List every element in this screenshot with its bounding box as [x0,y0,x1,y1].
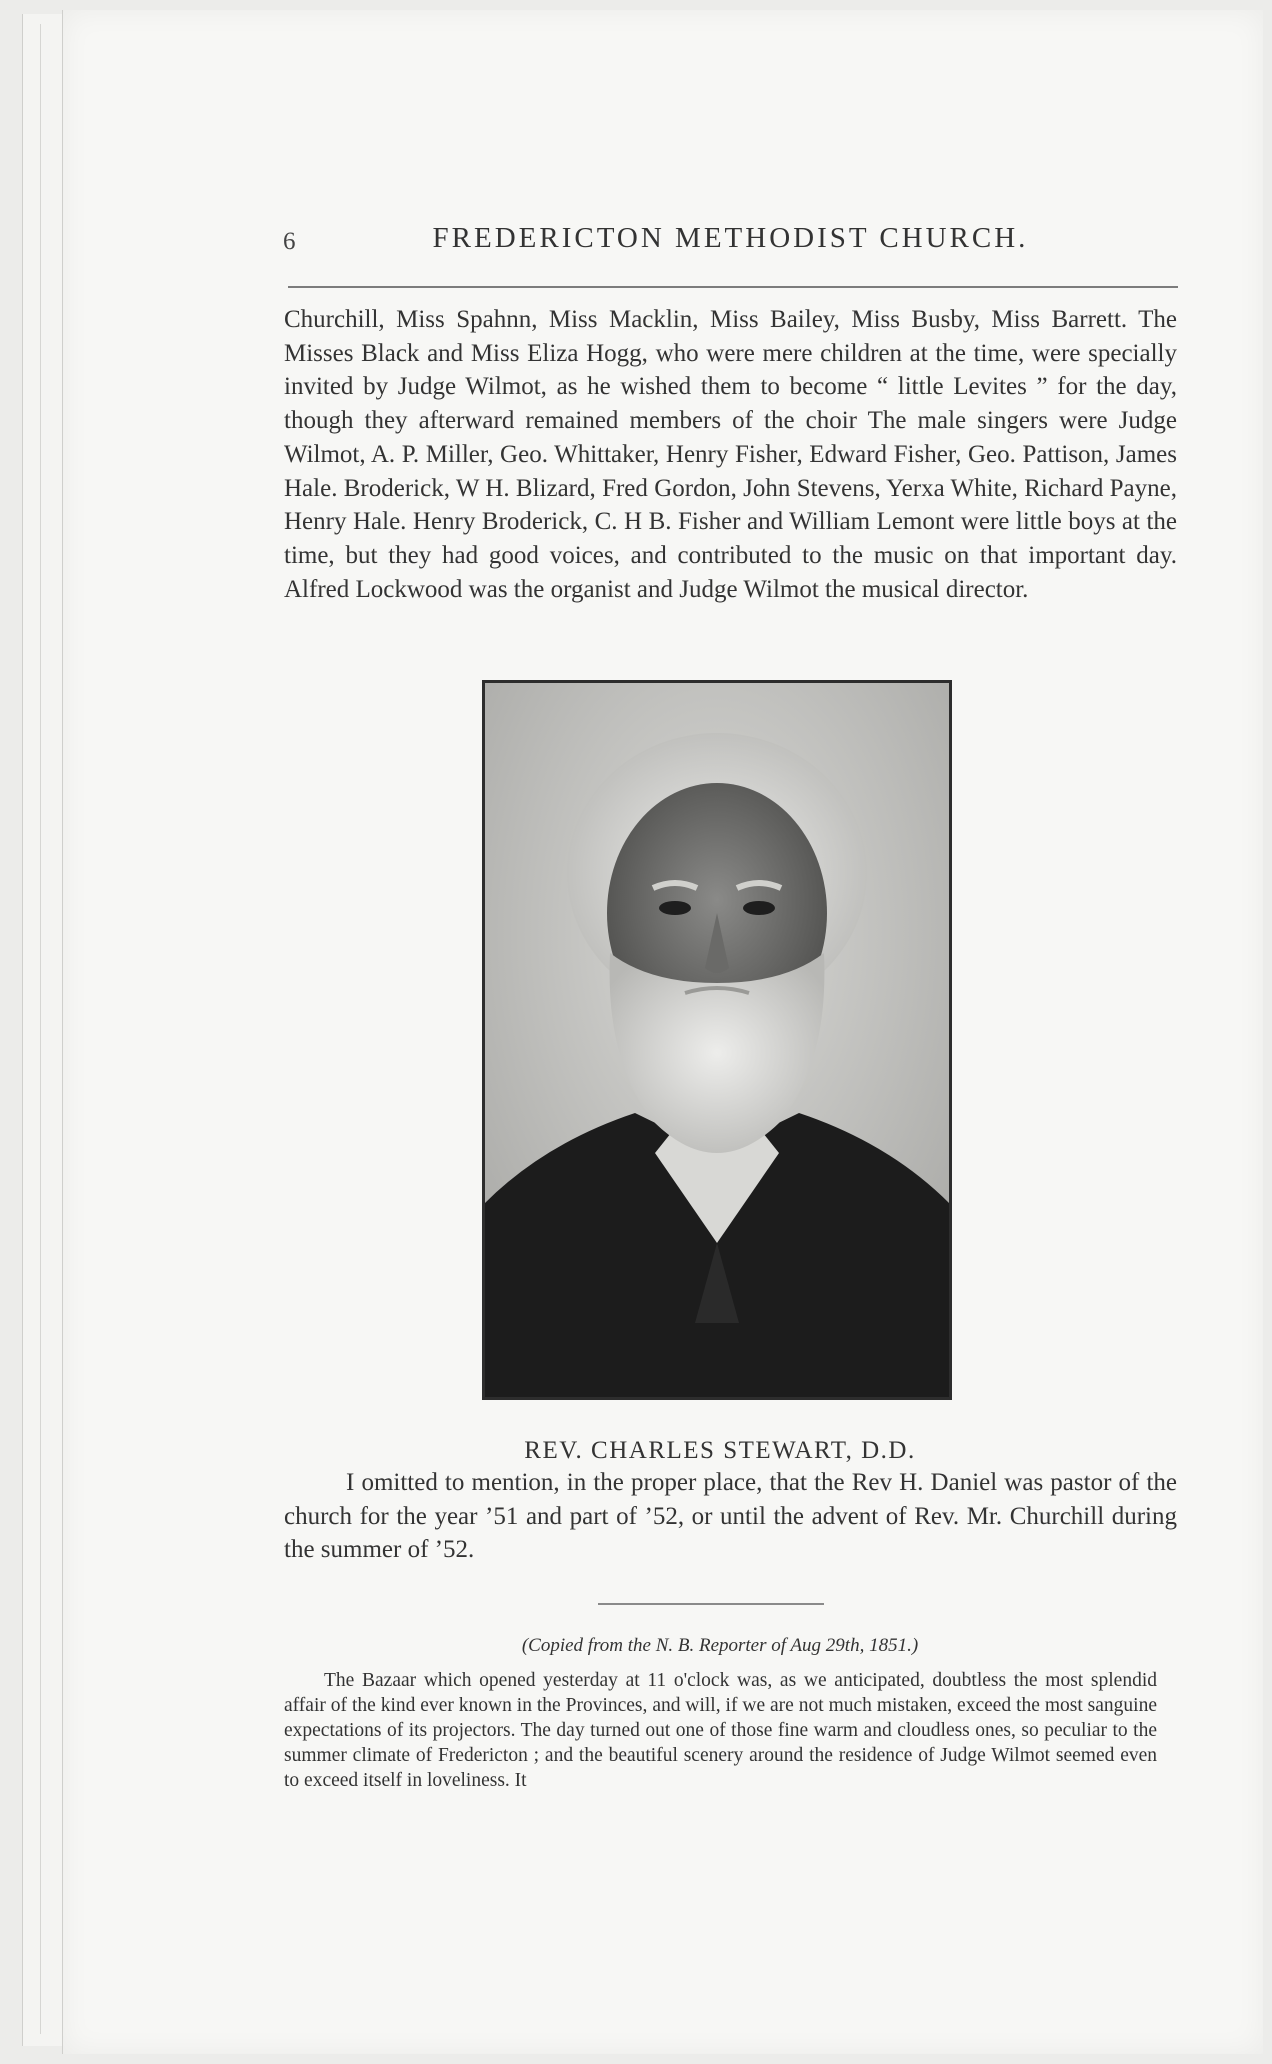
portrait-photo [482,680,952,1400]
header-rule [288,286,1178,288]
quoted-article-text: The Bazaar which opened yesterday at 11 o'clock was, as we anticipated, doubtless the most splendid affair of the kind ever known in the Provinces, and will, if we are not much mistaken, exceed the most sanguine expectations of its projectors. The day turned out one of those fine warm and cloudless ones, so peculiar to the summer climate of Fredericton ; and the beautiful scenery around the residence of Judge Wilmot seemed even to exceed itself in loveliness. It [284,1670,1157,1791]
portrait-image [485,683,949,1397]
second-paragraph: I omitted to mention, in the proper place, that the Rev H. Daniel was pastor of the church for the year ’51 and part of ’52, or until the advent of Rev. Mr. Churchill during the summer of ’52. [284,1469,1177,1564]
running-head [283,222,1178,262]
portrait-caption: REV. CHARLES STEWART, D.D. [524,1437,916,1464]
section-divider [598,1603,824,1605]
page-number: 6 [283,228,296,255]
source-citation: (Copied from the N. B. Reporter of Aug 29th, 1851.) [521,1635,919,1656]
running-title: FREDERICTON METHODIST CHURCH. [432,222,1029,254]
body-paragraph: Churchill, Miss Spahnn, Miss Macklin, Miss Bailey, Miss Busby, Miss Barrett. The Misses Black and Miss Eliza Hogg, who were mere children at the time, were specially invited by Judge Wilmot, as he wished them to become “ little Levites ” for the day, though they afterward remained members of the choir The male singers were Judge Wilmot, A. P. Miller, Geo. Whittaker, Henry Fisher, Edward Fisher, Geo. Pattison, James Hale. Broderick, W H. Blizard, Fred Gordon, John Stevens, Yerxa White, Richard Payne, Henry Hale. Henry Broderick, C. H B. Fisher and William Lemont were little boys at the time, but they had good voices, and contributed to the music on that important day. Alfred Lockwood was the organist and Judge Wilmot the musical director. [284,306,1177,603]
